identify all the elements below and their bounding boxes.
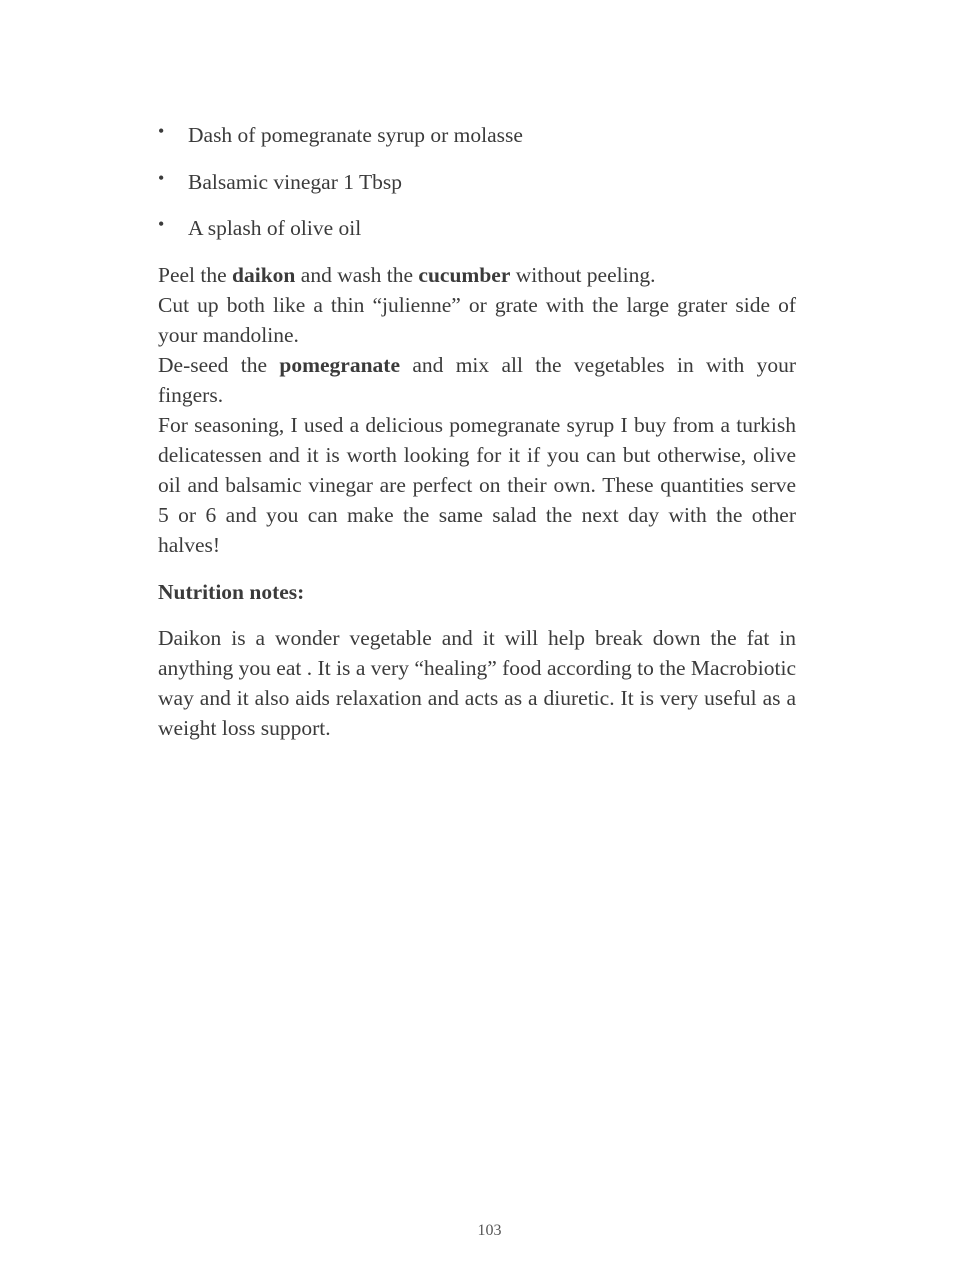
bullet-icon: • [158,214,165,234]
method-paragraph-2: Cut up both like a thin “julienne” or grate with the large grater side of your mandoline. [158,292,796,347]
ingredient-text: Dash of pomegranate syrup or molasse [188,123,523,147]
cucumber-term: cucumber [418,262,511,287]
method-section [158,260,796,560]
list-item [158,120,796,150]
list-item [158,167,796,197]
bullet-icon: • [158,121,165,141]
page-content [158,120,796,743]
daikon-term: daikon [232,262,296,287]
method-paragraph-1: Peel the daikon and wash the cucumber without peeling. [158,262,656,287]
nutrition-paragraph: Daikon is a wonder vegetable and it will help break down the fat in anything you eat . It is a very “healing” food according to the Macrobiotic way and it also aids relaxation and acts as a diuretic. It is very useful as a weight loss support. [158,625,796,740]
method-paragraph-3: De-seed the pomegranate and mix all the vegetables in with your fingers. [158,352,796,407]
page-number: 103 [477,1222,502,1239]
ingredient-text: Balsamic vinegar 1 Tbsp [188,169,402,194]
pomegranate-term: pomegranate [279,352,400,377]
method-paragraph-4: For seasoning, I used a delicious pomegranate syrup I buy from a turkish delicatessen and it is worth looking for it if you can but otherwise, olive oil and balsamic vinegar are perfect on their own. These quantities serve 5 or 6 and you can make the same salad the next day with the other halves! [158,412,796,557]
list-item [158,213,796,243]
ingredient-list [158,120,796,243]
bullet-icon: • [158,167,165,188]
nutrition-heading: Nutrition notes: [158,579,305,604]
ingredient-text: A splash of olive oil [188,216,362,240]
